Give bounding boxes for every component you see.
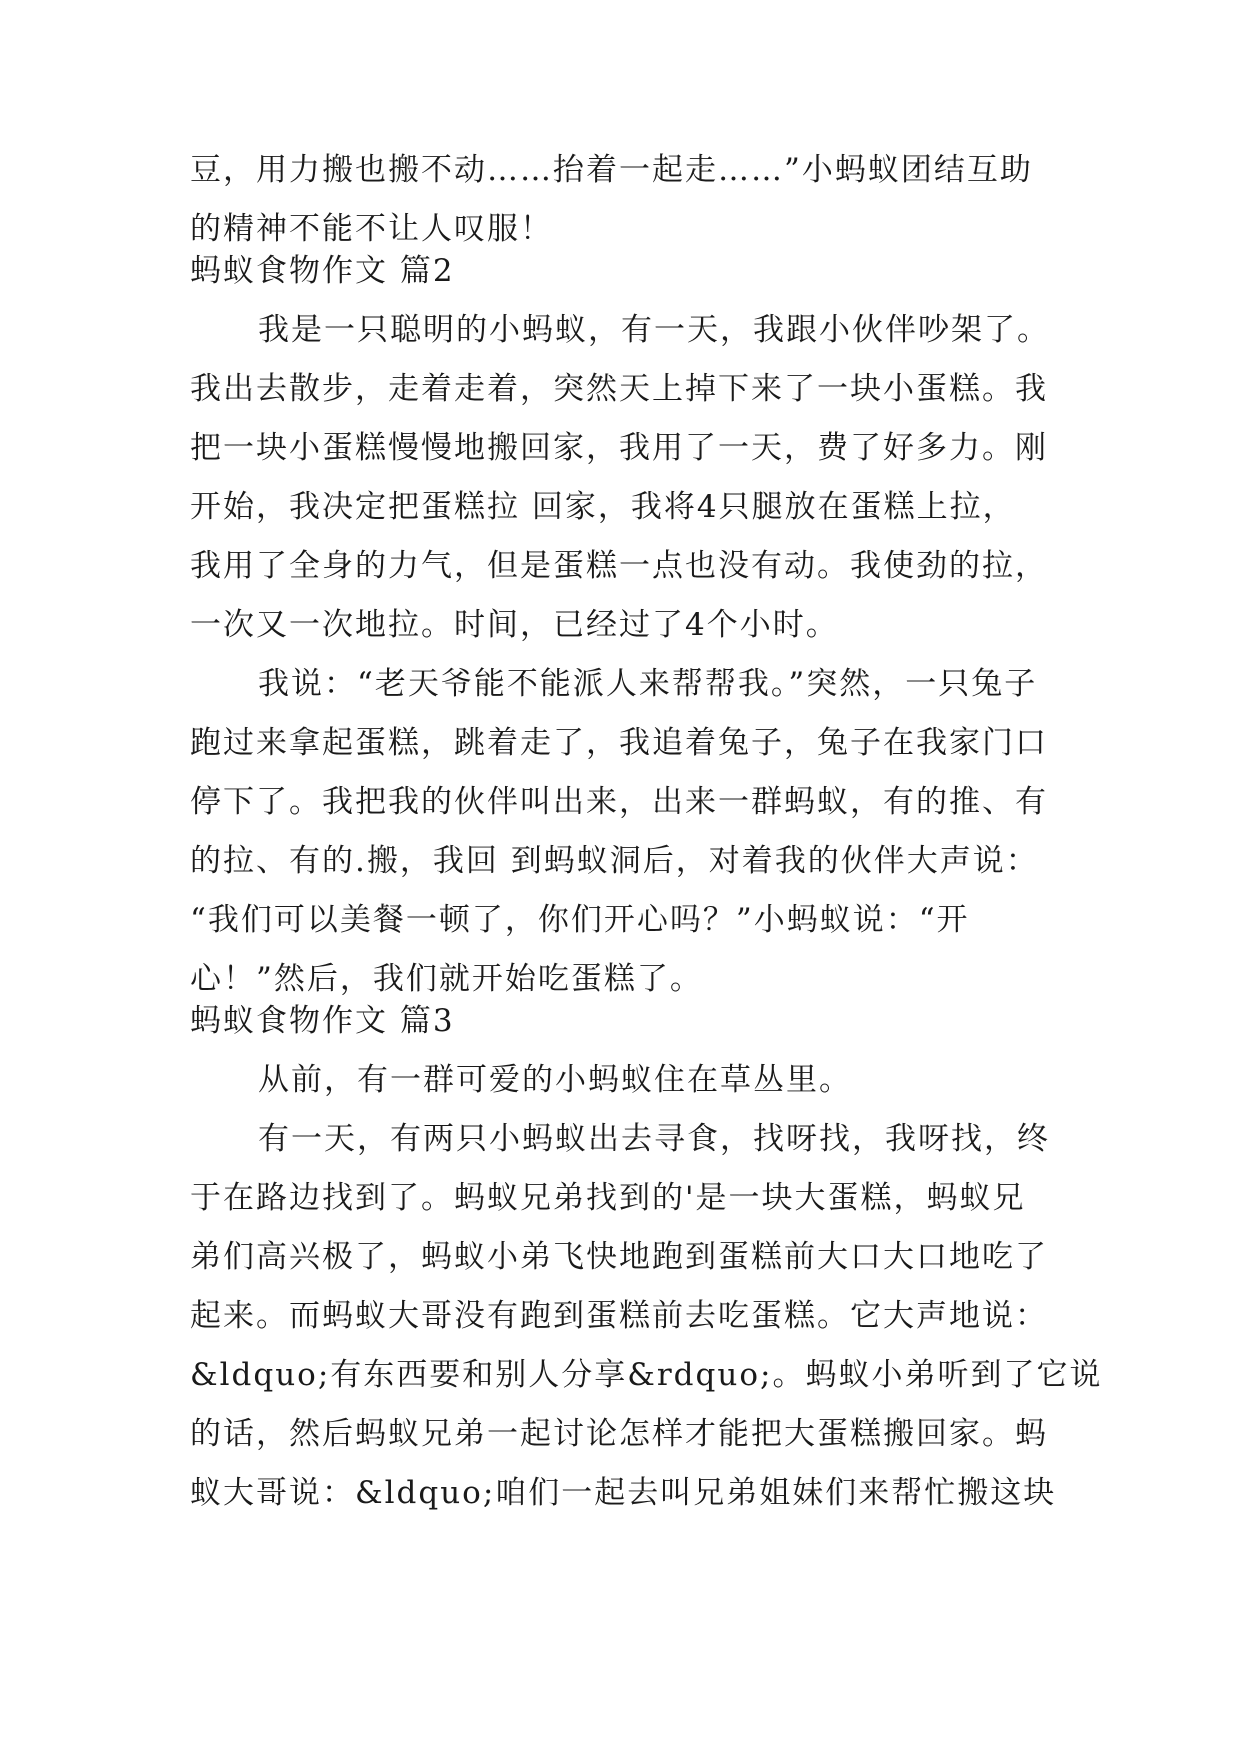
paragraph-line: 把一块小蛋糕慢慢地搬回家，我用了一天，费了好多力。刚 <box>190 430 1048 466</box>
paragraph-line: 的拉、有的.搬，我回 到蚂蚁洞后，对着我的伙伴大声说： <box>190 843 1039 879</box>
paragraph-line: 心！”然后，我们就开始吃蛋糕了。 <box>190 961 703 997</box>
paragraph-line: “我们可以美餐一顿了，你们开心吗？”小蚂蚁说：“开 <box>190 902 970 938</box>
paragraph-line: 豆，用力搬也搬不动……抬着一起走……”小蚂蚁团结互助 <box>190 152 1033 188</box>
paragraph-line: 从前，有一群可爱的小蚂蚁住在草丛里。 <box>258 1062 852 1098</box>
paragraph-line: 我说：“老天爷能不能派人来帮帮我。”突然，一只兔子 <box>258 666 1038 702</box>
paragraph-line: 跑过来拿起蛋糕，跳着走了，我追着兔子，兔子在我家门口 <box>190 725 1048 761</box>
section-heading: 蚂蚁食物作文 篇2 <box>190 253 455 289</box>
paragraph-line: 我出去散步，走着走着，突然天上掉下来了一块小蛋糕。我 <box>190 371 1048 407</box>
paragraph-line: 停下了。我把我的伙伴叫出来，出来一群蚂蚁，有的推、有 <box>190 784 1048 820</box>
paragraph-line: 的精神不能不让人叹服！ <box>190 211 553 247</box>
paragraph-line: 于在路边找到了。蚂蚁兄弟找到的'是一块大蛋糕，蚂蚁兄 <box>190 1180 1026 1216</box>
paragraph-line: 我是一只聪明的小蚂蚁，有一天，我跟小伙伴吵架了。 <box>258 312 1050 348</box>
paragraph-line: 的话，然后蚂蚁兄弟一起讨论怎样才能把大蛋糕搬回家。蚂 <box>190 1416 1048 1452</box>
section-heading: 蚂蚁食物作文 篇3 <box>190 1003 455 1039</box>
paragraph-line: 起来。而蚂蚁大哥没有跑到蛋糕前去吃蛋糕。它大声地说： <box>190 1298 1048 1334</box>
paragraph-line: 开始，我决定把蛋糕拉 回家，我将4只腿放在蛋糕上拉， <box>190 489 1016 525</box>
paragraph-line: 蚁大哥说：&ldquo;咱们一起去叫兄弟姐妹们来帮忙搬这块 <box>190 1475 1057 1511</box>
paragraph-line: &ldquo;有东西要和别人分享&rdquo;。蚂蚁小弟听到了它说 <box>190 1357 1103 1393</box>
paragraph-line: 有一天，有两只小蚂蚁出去寻食，找呀找，我呀找，终 <box>258 1121 1050 1157</box>
paragraph-line: 弟们高兴极了，蚂蚁小弟飞快地跑到蛋糕前大口大口地吃了 <box>190 1239 1048 1275</box>
paragraph-line: 一次又一次地拉。时间，已经过了4个小时。 <box>190 607 839 643</box>
paragraph-line: 我用了全身的力气，但是蛋糕一点也没有动。我使劲的拉， <box>190 548 1048 584</box>
